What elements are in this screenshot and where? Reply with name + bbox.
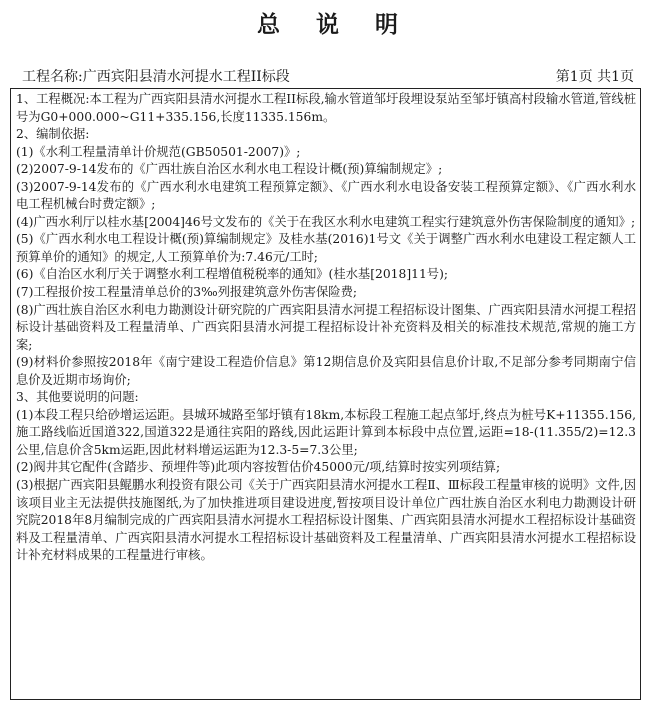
project-name-line: [22, 66, 290, 86]
basis-item-8: (8)广西壮族自治区水利电力勘测设计研究院的广西宾阳县清水河提工程招标设计图集、广西宾阳县清水河提工程招标设计基础资料及工程量清单、广西宾阳县清水河提工程招标设计补充资料及相关的标准技术规范,常规的施工方案;: [16, 302, 636, 352]
basis-item-9: (9)材料价参照按2018年《南宁建设工程造价信息》第12期信息价及宾阳县信息价计取,不足部分参考同期南宁信息价及近期市场询价;: [16, 355, 636, 387]
note-item-1: (1)本段工程只给砂增运运距。县城环城路至邹圩镇有18km,本标段工程施工起点邹圩,终点为桩号K+11355.156,施工路线临近国道322,国道322是通往宾阳的路线,因此运距计算到本标段中点位置,运距=18-(11.355/2)=12.3公里,信息价含5km运距,因此材料增运运距为12.3-5=7.3公里;: [16, 407, 636, 457]
note-item-2: (2)阀井其它配件(含踏步、预埋件等)此项内容按暂估价45000元/项,结算时按实列项结算;: [16, 460, 501, 475]
basis-item-4: (4)广西水利厅以桂水基[2004]46号文发布的《关于在我区水利水电建筑工程实行建筑意外伤害保险制度的通知》;: [16, 214, 636, 229]
content-body: [16, 91, 636, 565]
section-1-overview: 1、工程概况:本工程为广西宾阳县清水河提水工程II标段,输水管道邹圩段埋设泵站至邹圩镇高村段输水管道,管线桩号为G0+000.000~G11+335.156,长度11335.156m。: [16, 92, 636, 124]
basis-item-6: (6)《自治区水利厅关于调整水利工程增值税税率的通知》(桂水基[2018]11号);: [16, 267, 449, 282]
basis-item-3: (3)2007-9-14发布的《广西水利水电建筑工程预算定额》、《广西水利水电设备安装工程预算定额》、《广西水利水电工程机械台时费定额》;: [16, 179, 636, 212]
basis-item-7: (7)工程报价按工程量清单总价的3‰列报建筑意外伤害保险费;: [16, 285, 358, 300]
note-item-3: (3)根据广西宾阳县鲲鹏水利投资有限公司《关于广西宾阳县清水河提水工程Ⅱ、Ⅲ标段工程量审核的说明》文件,因该项目业主无法提供技施图纸,为了加快推进项目建设进度,暂按项目设计单位广西壮族自治区水利电力勘测设计研究院2018年8月编制完成的广西宾阳县清水河提水工程招标设计图集、广西宾阳县清水河提水工程招标设计基础资料及工程量清单、广西宾阳县清水河提水工程招标设计基础资料及工程量清单、广西宾阳县清水河提水工程招标设计补充材料成果的工程量进行审核。: [16, 478, 636, 563]
basis-item-1: (1)《水利工程量清单计价规范(GB50501-2007)》;: [16, 144, 301, 159]
section-2-heading: 2、编制依据:: [16, 127, 90, 142]
document-header: [22, 66, 634, 86]
page-info: 第1页 共1页: [555, 69, 634, 85]
project-name: 广西宾阳县清水河提水工程II标段: [82, 69, 290, 85]
project-label: 工程名称:: [22, 69, 83, 85]
section-3-heading: 3、其他要说明的问题:: [16, 390, 139, 405]
basis-item-5: (5)《广西水利水电工程设计概(预)算编制规定》及桂水基(2016)1号文《关于调整广西水利水电建设工程定额人工预算单价的通知》的规定,人工预算单价为:7.46元/工时;: [16, 232, 636, 264]
basis-item-2: (2)2007-9-14发布的《广西壮族自治区水利水电工程设计概(预)算编制规定》;: [16, 162, 443, 177]
page-title: 总 说 明: [256, 11, 412, 38]
